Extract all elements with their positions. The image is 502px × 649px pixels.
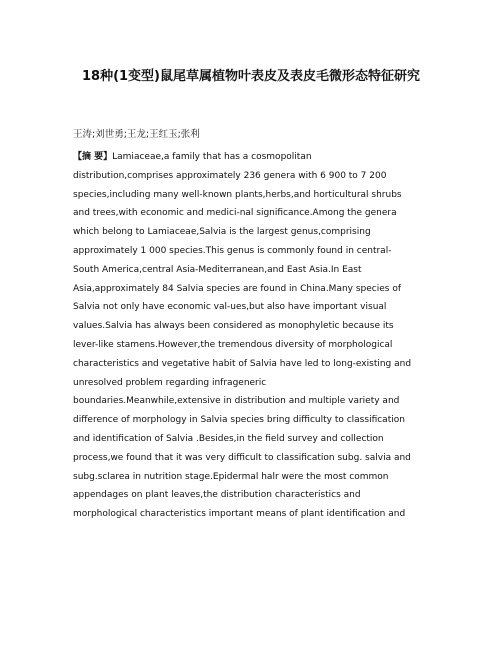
abstract-line: which belong to Lamiaceae,Salvia is the largest genus,comprising: [73, 227, 371, 238]
abstract-line: Lamiaceae,a family that has a cosmopolitan: [112, 152, 312, 162]
paper-title: 18种(1变型)鼠尾草属植物叶表皮及表皮毛微形态特征研究: [81, 69, 421, 84]
abstract-line: values.Salvia has always been considered as monophyletic because its: [73, 321, 394, 332]
abstract-line: boundaries.Meanwhile,extensive in distribution and multiple variety and: [73, 396, 400, 407]
abstract-line: and identification of Salvia .Besides,in the field survey and collection: [73, 433, 384, 444]
abstract-line: subg.sclarea in nutrition stage.Epidermal halr were the most common: [73, 471, 389, 482]
abstract-line: distribution,comprises approximately 236 genera with 6 900 to 7 200: [73, 170, 387, 181]
abstract-block: [73, 148, 433, 524]
abstract-line: species,including many well-known plants,herbs,and horticultural shrubs: [73, 189, 402, 200]
abstract-line: process,we found that it was very difficult to classification subg. salvia and: [73, 452, 411, 463]
abstract-line: and trees,with economic and medici-nal significance.Among the genera: [73, 208, 397, 219]
abstract-label: 【摘 要】: [73, 152, 113, 162]
abstract-line: South America,central Asia-Mediterranean,and East Asia.In East: [73, 264, 362, 275]
abstract-line: characteristics and vegetative habit of Salvia have led to long-existing and: [73, 358, 412, 369]
abstract-line: morphological characteristics important means of plant identification and: [73, 509, 406, 520]
author-list: 王涛;刘世勇;王龙;王红玉;张利: [73, 129, 200, 140]
abstract-line: Salvia not only have economic val-ues,but also have important visual: [73, 302, 387, 313]
abstract-line: unresolved problem regarding infrageneric: [73, 377, 267, 388]
abstract-line: difference of morphology in Salvia species bring difficulty to classification: [73, 415, 405, 426]
abstract-first-line: [73, 148, 433, 167]
abstract-line: appendages on plant leaves,the distribution characteristics and: [73, 490, 361, 501]
abstract-line: approximately 1 000 species.This genus is commonly found in central-: [73, 245, 392, 256]
abstract-line: lever-like stamens.However,the tremendous diversity of morphological: [73, 339, 393, 350]
abstract-line: Asia,approximately 84 Salvia species are found in China.Many species of: [73, 283, 402, 294]
